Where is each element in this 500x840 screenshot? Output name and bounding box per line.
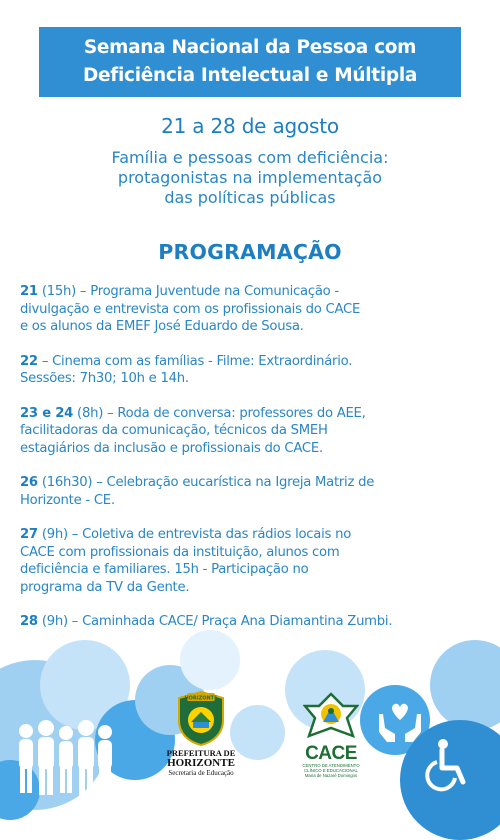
event-line: deficiência e familiares. 15h - Participação no	[20, 562, 309, 577]
event-line: e os alunos da EMEF José Eduardo de Sousa.	[20, 319, 304, 334]
theme-text	[0, 148, 500, 208]
cace-sub-3: Maria de Nazaré Domingos	[304, 773, 358, 778]
header-banner	[39, 27, 461, 97]
event-line: estagiários da inclusão e profissionais do CACE.	[20, 440, 323, 456]
event-line: (8h) – Roda de conversa: professores do AEE,	[77, 405, 366, 421]
event-line: (16h30) – Celebração eucarística na Igreja Matriz de	[41, 475, 375, 490]
heart-hands-icon	[375, 700, 425, 745]
cace-sub-1: CENTRO DE ATENDIMENTO	[302, 763, 360, 768]
theme-line-1: Família e pessoas com deficiência:	[111, 148, 389, 167]
cace-sub-2: CLÍNICO E EDUCACIONAL	[304, 768, 358, 773]
event-day: 22	[20, 353, 38, 369]
programacao-title: PROGRAMAÇÃO	[158, 240, 342, 264]
event-line: facilitadoras da comunicação, técnicos da SMEH	[20, 423, 328, 438]
event-day: 27	[20, 527, 38, 542]
seal-text: HORIZONTE	[184, 695, 218, 702]
event-item	[20, 613, 490, 631]
event-line: (9h) – Caminhada CACE/ Praça Ana Diamantina Zumbi.	[41, 614, 393, 629]
cace-name: CACE	[305, 743, 357, 764]
bubble-decoration	[430, 640, 500, 730]
event-line: divulgação e entrevista com os profissionais do CACE	[20, 301, 361, 317]
event-line: programa da TV da Gente.	[20, 579, 190, 595]
event-day: 21	[20, 284, 38, 299]
event-item	[20, 474, 490, 509]
prefeitura-line-3: Secretaria de Educação	[168, 769, 234, 777]
event-item	[20, 405, 490, 458]
theme-line-2: protagonistas na implementação	[117, 168, 383, 187]
event-line: CACE com profissionais da instituição, alunos com	[20, 544, 340, 560]
event-line: (9h) – Coletiva de entrevista das rádios locais no	[41, 527, 352, 542]
city-seal-icon	[175, 690, 227, 746]
bubble-decoration	[180, 630, 240, 690]
people-group-icon	[14, 715, 114, 795]
event-line: (15h) – Programa Juventude na Comunicação -	[41, 284, 339, 299]
event-item	[20, 353, 490, 388]
event-day: 28	[20, 614, 38, 629]
header-title-line-2: Deficiência Intelectual e Múltipla	[82, 65, 418, 86]
prefeitura-logo	[155, 690, 247, 785]
event-line: Horizonte - CE.	[20, 492, 115, 508]
event-day: 26	[20, 475, 38, 490]
wheelchair-icon	[425, 738, 475, 793]
events-list	[20, 283, 490, 648]
header-title-line-1: Semana Nacional da Pessoa com	[83, 37, 417, 58]
event-day: 23 e 24	[20, 405, 74, 421]
cace-emblem-icon	[303, 692, 359, 744]
prefeitura-line-2: HORIZONTE	[167, 757, 235, 769]
event-line: Sessões: 7h30; 10h e 14h.	[20, 371, 189, 386]
event-item	[20, 526, 490, 596]
theme-line-3: das políticas públicas	[164, 188, 336, 207]
prefeitura-line-1: PREFEITURA DE	[166, 748, 236, 758]
cace-logo	[296, 692, 366, 787]
event-date: 21 a 28 de agosto	[161, 114, 339, 138]
event-line: – Cinema com as famílias - Filme: Extraordinário.	[41, 353, 353, 369]
event-item	[20, 283, 490, 336]
